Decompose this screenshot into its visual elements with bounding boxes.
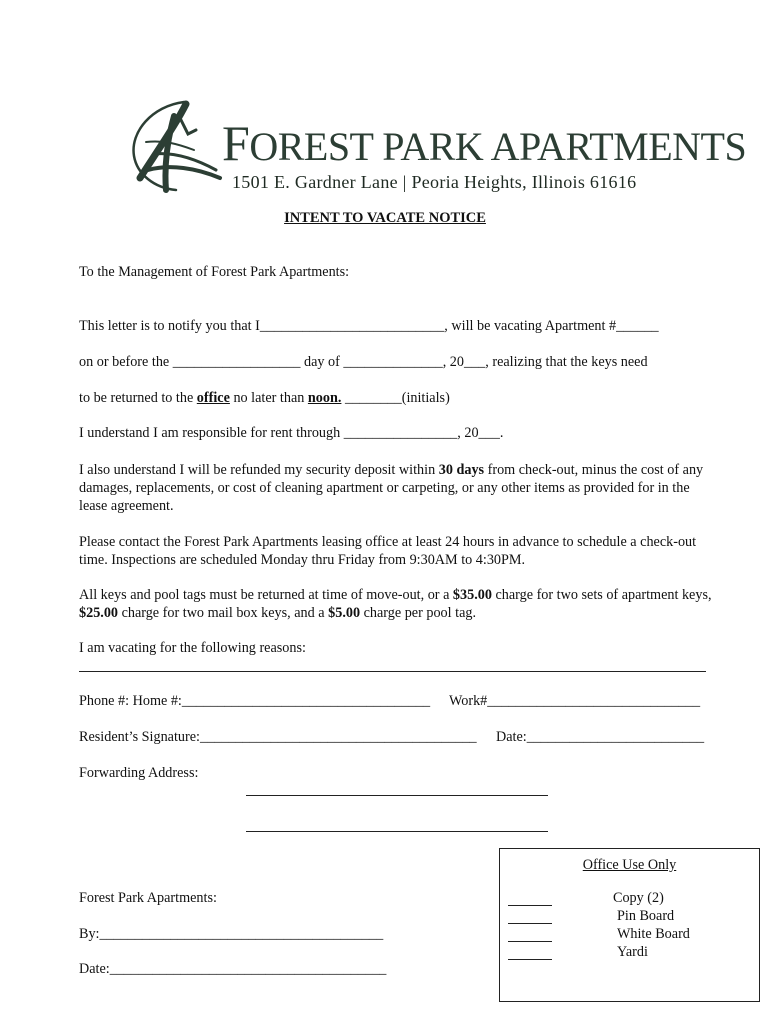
office-check-pin-board[interactable]: [508, 923, 552, 924]
office-item-white-board: White Board: [617, 926, 690, 942]
forwarding-address-label: Forwarding Address:: [79, 765, 199, 781]
phone-work-field[interactable]: Work#______________________________: [449, 693, 701, 709]
footer-company: Forest Park Apartments:: [79, 890, 217, 906]
forwarding-address-line-2[interactable]: [246, 831, 548, 832]
office-use-title: Office Use Only: [582, 857, 677, 873]
notify-line: This letter is to notify you that I__________________________, will be vacating Apartment #______: [79, 318, 659, 334]
forwarding-address-line-1[interactable]: [246, 795, 548, 796]
reasons-label: I am vacating for the following reasons:: [79, 640, 306, 656]
forest-park-logo-icon: [124, 94, 224, 194]
vacate-date-line: on or before the __________________ day of ______________, 20___, realizing that the keys need: [79, 354, 648, 370]
footer-date-field[interactable]: Date:_______________________________________: [79, 961, 387, 977]
company-address: 1501 E. Gardner Lane | Peoria Heights, Illinois 61616: [232, 172, 637, 192]
signature-field[interactable]: Resident’s Signature:_______________________________________: [79, 729, 477, 745]
signature-date-field[interactable]: Date:_________________________: [496, 729, 705, 745]
office-item-yardi: Yardi: [617, 944, 648, 960]
office-check-yardi[interactable]: [508, 959, 552, 960]
keys-return-line: to be returned to the office no later than noon. ________(initials): [79, 390, 450, 406]
office-use-box: [499, 848, 760, 1002]
phone-home-field[interactable]: Phone #: Home #:___________________________________: [79, 693, 431, 709]
document-title: INTENT TO VACATE NOTICE: [284, 210, 486, 226]
salutation: To the Management of Forest Park Apartments:: [79, 264, 350, 280]
office-item-copy: Copy (2): [613, 890, 664, 906]
office-item-pin-board: Pin Board: [617, 908, 675, 924]
reasons-field[interactable]: [79, 671, 706, 672]
keys-paragraph: All keys and pool tags must be returned at time of move-out, or a $35.00 charge for two sets of apartment keys, $25.00 charge for two mail box keys, and a $5.00 charge per pool tag.: [79, 587, 712, 621]
footer-by-field[interactable]: By:________________________________________: [79, 926, 384, 942]
office-check-copy[interactable]: [508, 905, 552, 906]
company-name: FOREST PARK APARTMENTS: [222, 115, 747, 171]
rent-line: I understand I am responsible for rent through ________________, 20___.: [79, 425, 504, 441]
deposit-paragraph: I also understand I will be refunded my security deposit within 30 days from check-out, minus the cost of any damages, replacements, or cost of cleaning apartment or carpeting, or any other items as provided for in the lease agreement.: [79, 462, 704, 514]
contact-paragraph: Please contact the Forest Park Apartments leasing office at least 24 hours in advance to schedule a check-out time. Inspections are scheduled Monday thru Friday from 9:30AM to 4:30PM.: [79, 534, 697, 568]
office-check-white-board[interactable]: [508, 941, 552, 942]
